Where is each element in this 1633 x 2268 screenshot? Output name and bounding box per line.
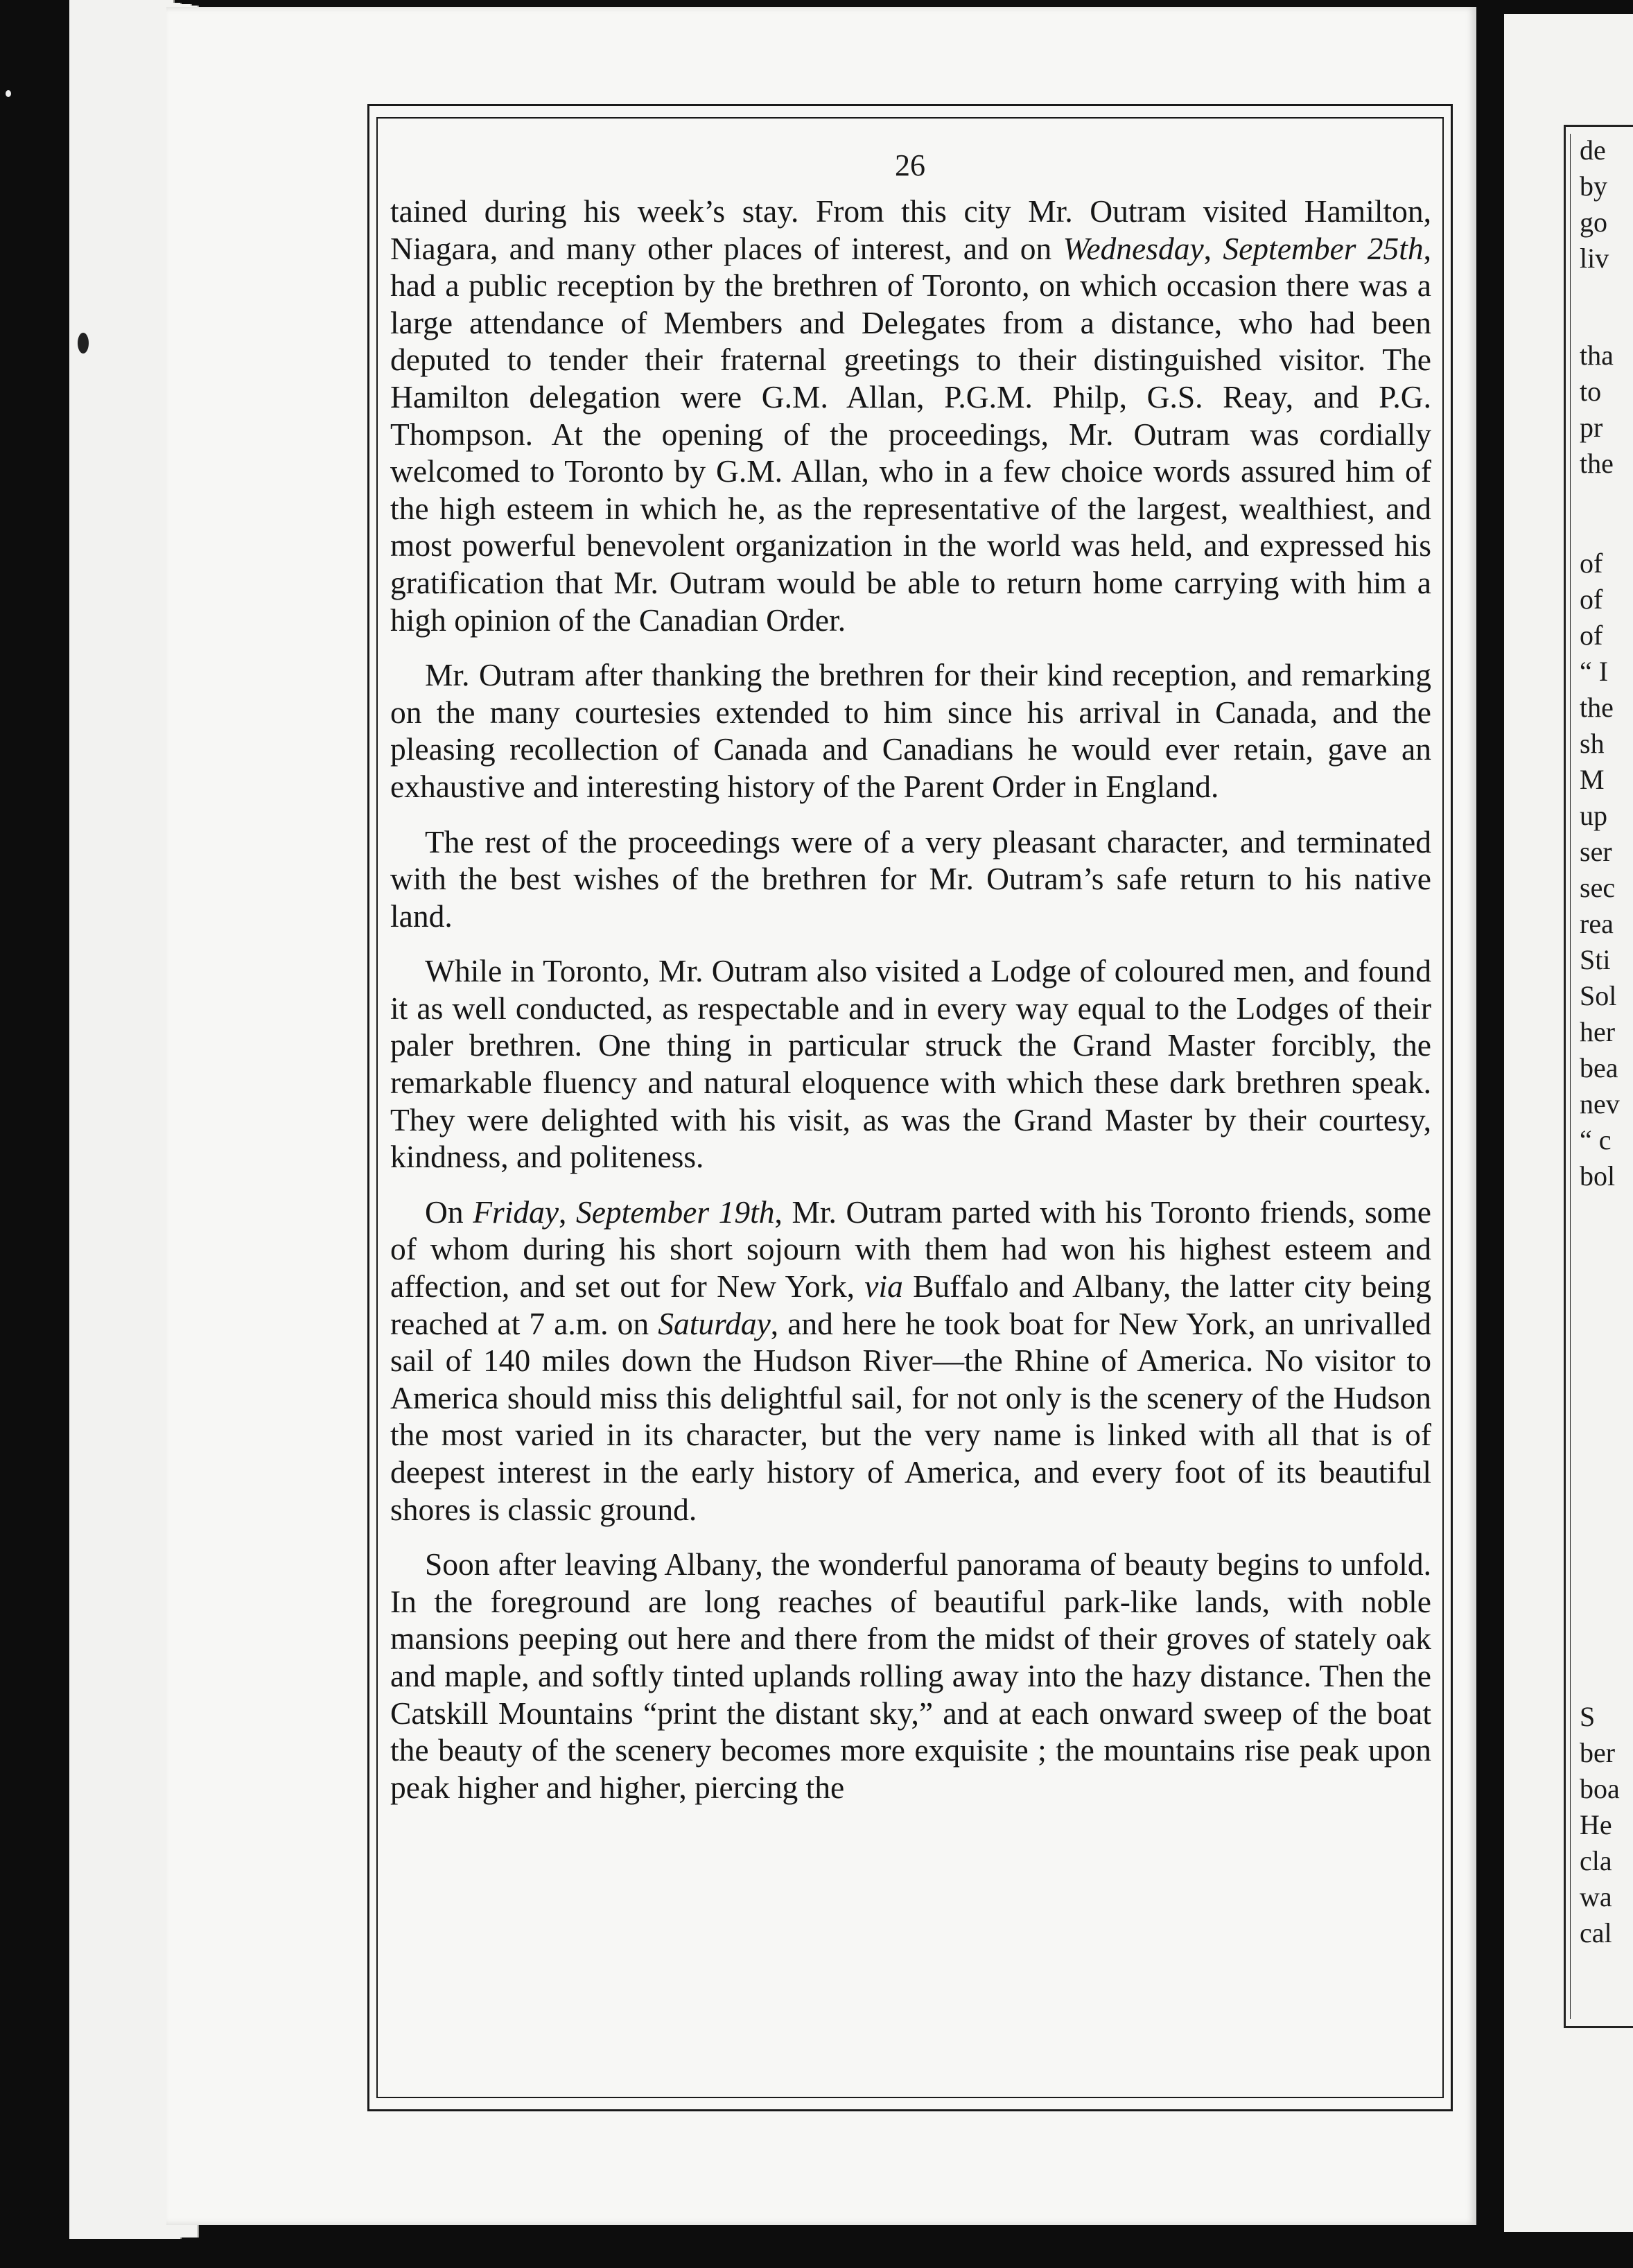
paragraph: [390, 1546, 1431, 1806]
facing-page-fragment: cla: [1580, 1845, 1612, 1876]
facing-page-fragment: liv: [1580, 243, 1609, 274]
text-run: , had a public reception by the brethren of Toronto, on which occasion there was a large attendance of Members and Delegates from a distance, who had been deputed to tender their fraternal greetings to their distinguished visitor. The Hamilton delegation were G.M. Allan, P.G.M. Philp, G.S. Reay, and P.G. Thompson. At the opening of the proceedings, Mr. Outram was cordially welcomed to Toronto by G.M. Allan, who in a few choice words assured him of the high esteem in which he, as the representative of the largest, wealthiest, and most powerful benevolent organization in the world was held, and expressed his gratification that Mr. Outram would be able to return home carrying with him a high opinion of the Canadian Order.: [390, 230, 1431, 638]
facing-page-fragment: de: [1580, 134, 1606, 166]
facing-page-fragment: “ I: [1580, 656, 1609, 687]
facing-page-fragment: the: [1580, 448, 1614, 479]
text-run: tained during his week’s stay. From this city Mr. Outram visited Hamilton, Niagara, and many other places of interest, and on: [390, 193, 1431, 266]
facing-page-fragment: up: [1580, 800, 1607, 831]
italic-text: Saturday: [658, 1305, 771, 1341]
facing-page-fragment: Sol: [1580, 980, 1617, 1011]
facing-page-frame: [1564, 125, 1633, 2028]
facing-page-fragment: her: [1580, 1016, 1616, 1047]
facing-page-fragment: to: [1580, 376, 1602, 407]
facing-page-fragment: He: [1580, 1809, 1612, 1840]
text-run: Buffalo and Albany, the latter city being reached at 7 a.m. on: [390, 1268, 1431, 1341]
facing-page-fragment: S: [1580, 1701, 1596, 1732]
text-run: , and here he took boat for New York, an unrivalled sail of 140 miles down the Hudson River—the Rhine of America. No visitor to America should miss this delightful sail, for not only is the scenery of the Hudson the most varied in its character, but the very name is linked with all that is of deepest interest in the early history of America, and every foot of its beautiful shores is classic ground.: [390, 1305, 1431, 1527]
paragraph: [390, 1194, 1431, 1528]
facing-page-fragment: nev: [1580, 1088, 1620, 1119]
scan-speck: [6, 90, 11, 97]
facing-page-fragment: sec: [1580, 872, 1616, 903]
italic-text: September 25th: [1223, 230, 1424, 266]
text-run: Soon after leaving Albany, the wonderful panorama of beauty begins to unfold. In the foreground are long reaches of beautiful park-like lands, with noble mansions peeping out here and there from the midst of their groves of stately oak and maple, and softly tinted uplands rolling away into the hazy distance. Then the Catskill Mountains “print the distant sky,” and at each onward sweep of the boat the beauty of the scenery becomes more exquisite ; the mountains rise peak upon peak higher and higher, piercing the: [390, 1546, 1431, 1805]
facing-page-fragment: pr: [1580, 412, 1603, 443]
text-run: Mr. Outram after thanking the brethren for their kind reception, and remarking on the many courtesies extended to him since his arrival in Canada, and the pleasing recollection of Canada and Canadians he would ever retain, gave an exhaustive and interesting history of the Parent Order in England.: [390, 657, 1431, 804]
text-run: On: [425, 1194, 473, 1230]
italic-text: Wednesday: [1063, 230, 1204, 266]
facing-page-fragment: bea: [1580, 1052, 1618, 1083]
facing-page-fragment: ber: [1580, 1737, 1616, 1768]
paragraph: [390, 193, 1431, 638]
facing-page-fragment: wa: [1580, 1881, 1612, 1912]
page-number: 26: [895, 148, 925, 182]
facing-page-fragment: the: [1580, 692, 1614, 723]
facing-page-fragment: “ c: [1580, 1124, 1612, 1155]
text-run: ,: [1203, 230, 1223, 266]
text-run: , Mr. Outram parted with his Toronto friends, some of whom during his short sojourn with them had won his highest esteem and affection, and set out for New York,: [390, 1194, 1431, 1305]
facing-page-fragment: Sti: [1580, 944, 1611, 975]
text-frame: [367, 104, 1453, 2111]
facing-page-fragment: tha: [1580, 340, 1614, 371]
body-text: [390, 193, 1431, 1824]
facing-page-fragment: boa: [1580, 1773, 1620, 1804]
facing-page-fragment: cal: [1580, 1917, 1612, 1948]
text-run: While in Toronto, Mr. Outram also visited a Lodge of coloured men, and found it as well conducted, as respectable and in every way equal to the Lodges of their paler brethren. One thing in particular struck the Grand Master forcibly, the remarkable fluency and natural eloquence with which these dark brethren speak. They were delighted with his visit, as was the Grand Master by their courtesy, kindness, and politeness.: [390, 953, 1431, 1175]
facing-page-fragment: ser: [1580, 836, 1612, 867]
italic-text: via: [864, 1268, 903, 1305]
facing-page-fragment: bol: [1580, 1160, 1616, 1192]
facing-page-fragment: of: [1580, 584, 1603, 615]
text-run: The rest of the proceedings were of a very pleasant character, and terminated with the best wishes of the brethren for Mr. Outram’s safe return to his native land.: [390, 823, 1431, 934]
italic-text: September 19th: [575, 1194, 775, 1230]
facing-page-fragment: sh: [1580, 728, 1605, 759]
facing-page-fragment: rea: [1580, 908, 1614, 939]
text-run: ,: [559, 1194, 576, 1230]
facing-page-fragment: of: [1580, 620, 1603, 651]
italic-text: Friday: [473, 1194, 559, 1230]
facing-page-fragment: of: [1580, 548, 1603, 579]
facing-page-fragment: M: [1580, 764, 1605, 795]
facing-page-fragment: by: [1580, 171, 1607, 202]
facing-page: [1504, 14, 1633, 2232]
facing-page-fragment: go: [1580, 207, 1607, 238]
paragraph: [390, 823, 1431, 935]
ink-blot: [78, 333, 89, 354]
paragraph: [390, 656, 1431, 805]
paragraph: [390, 952, 1431, 1176]
